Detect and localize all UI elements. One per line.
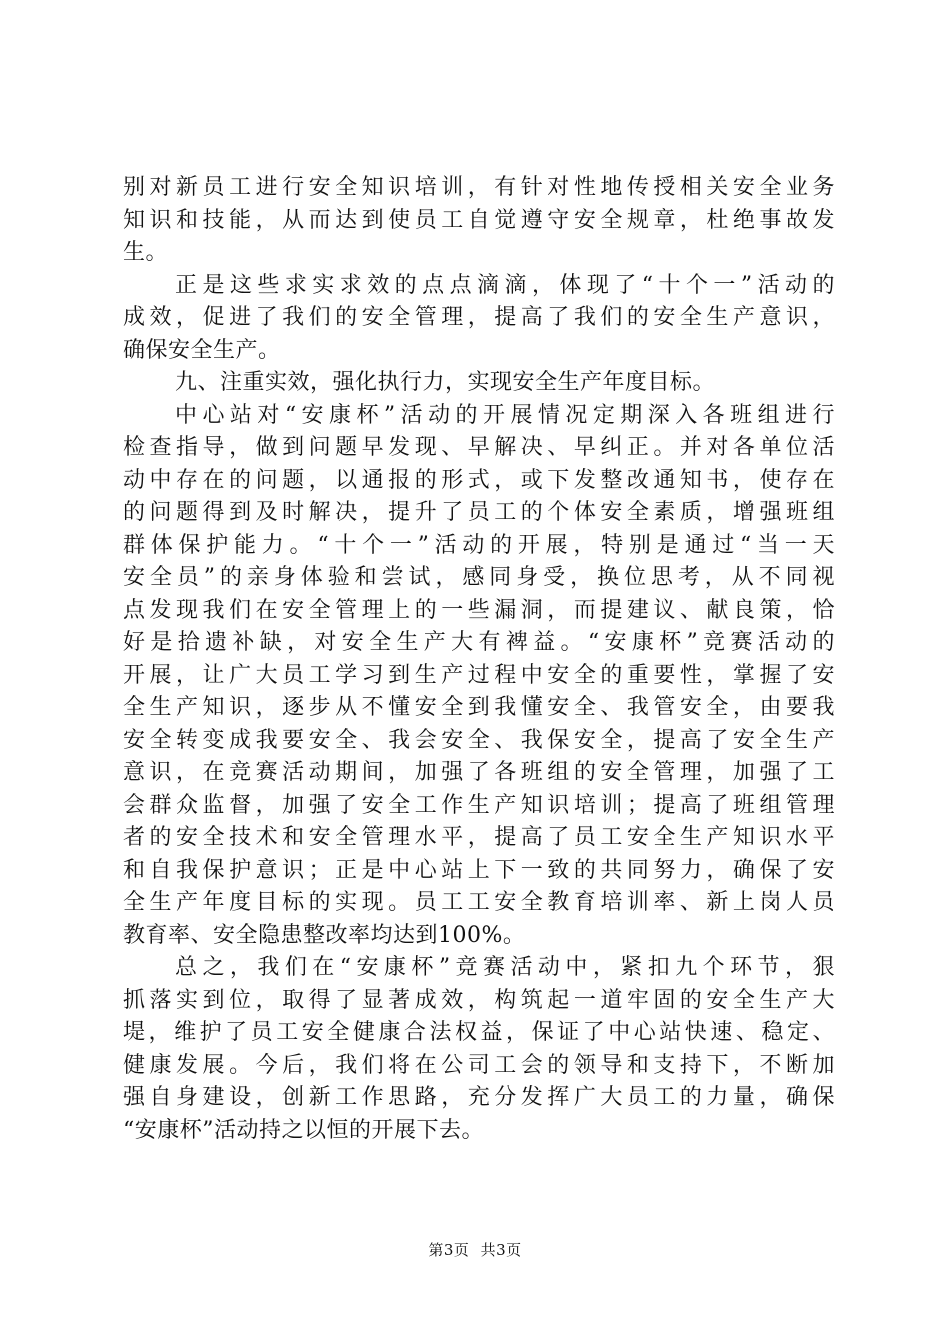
- text-line: 中心站对“安康杯”活动的开展情况定期深入各班组进行: [175, 402, 835, 428]
- page-number: 第3页: [428, 1241, 470, 1259]
- paragraph: [123, 172, 835, 270]
- text-line: 抓落实到位，取得了显著成效，构筑起一道牢固的安全生产大: [123, 987, 835, 1013]
- text-line: 点发现我们在安全管理上的一些漏洞，而提建议、献良策，恰: [123, 597, 835, 623]
- text-line: 全生产年度目标的实现。员工工安全教育培训率、新上岗人员: [123, 890, 835, 915]
- text-line: “安康杯”活动持之以恒的开展下去。: [123, 1117, 484, 1143]
- document-body: [123, 172, 835, 1147]
- text-line: 的问题得到及时解决，提升了员工的个体安全素质，增强班组: [123, 500, 835, 525]
- text-line: 会群众监督，加强了安全工作生产知识培训；提高了班组管理: [123, 792, 835, 818]
- text-line: 总之，我们在“安康杯”竞赛活动中，紧扣九个环节，狠: [175, 955, 835, 980]
- text-line: 开展，让广大员工学习到生产过程中安全的重要性，掌握了安: [123, 662, 835, 688]
- text-line: 安全员”的亲身体验和尝试，感同身受，换位思考，从不同视: [123, 565, 835, 590]
- text-line: 别对新员工进行安全知识培训，有针对性地传授相关安全业务: [123, 175, 835, 200]
- text-line: 检查指导，做到问题早发现、早解决、早纠正。并对各单位活: [123, 435, 835, 460]
- text-line: 健康发展。今后，我们将在公司工会的领导和支持下，不断加: [123, 1052, 835, 1078]
- text-line: 群体保护能力。“十个一”活动的开展，特别是通过“当一天: [123, 532, 835, 558]
- text-line: 生。: [123, 240, 169, 265]
- paragraph: [123, 952, 835, 1147]
- text-line: 九、注重实效，强化执行力，实现安全生产年度目标。: [175, 370, 716, 395]
- section-heading: [123, 367, 835, 400]
- text-line: 者的安全技术和安全管理水平，提高了员工安全生产知识水平: [123, 825, 835, 850]
- text-line: 堤，维护了员工安全健康合法权益，保证了中心站快速、稳定、: [123, 1020, 835, 1045]
- text-line: 知识和技能，从而达到使员工自觉遵守安全规章，杜绝事故发: [123, 207, 835, 233]
- paragraph: [123, 270, 835, 368]
- text-line: 成效，促进了我们的安全管理，提高了我们的安全生产意识，: [123, 305, 835, 330]
- text-line: 好是拾遗补缺，对安全生产大有裨益。“安康杯”竞赛活动的: [123, 630, 835, 655]
- text-line: 全生产知识，逐步从不懂安全到我懂安全、我管安全，由要我: [123, 695, 835, 720]
- text-line: 和自我保护意识；正是中心站上下一致的共同努力，确保了安: [123, 857, 835, 883]
- page-total: 共3页: [480, 1241, 522, 1259]
- page-footer: [0, 1240, 950, 1260]
- text-line: 强自身建设，创新工作思路，充分发挥广大员工的力量，确保: [123, 1085, 835, 1110]
- text-line: 意识，在竞赛活动期间，加强了各班组的安全管理，加强了工: [123, 760, 835, 785]
- text-line: 教育率、安全隐患整改率均达到100%。: [123, 922, 526, 948]
- text-line: 确保安全生产。: [123, 337, 281, 363]
- text-line: 安全转变成我要安全、我会安全、我保安全，提高了安全生产: [123, 727, 835, 753]
- text-line: 正是这些求实求效的点点滴滴，体现了“十个一”活动的: [175, 272, 835, 298]
- text-line: 动中存在的问题，以通报的形式，或下发整改通知书，使存在: [123, 467, 835, 493]
- paragraph: [123, 400, 835, 953]
